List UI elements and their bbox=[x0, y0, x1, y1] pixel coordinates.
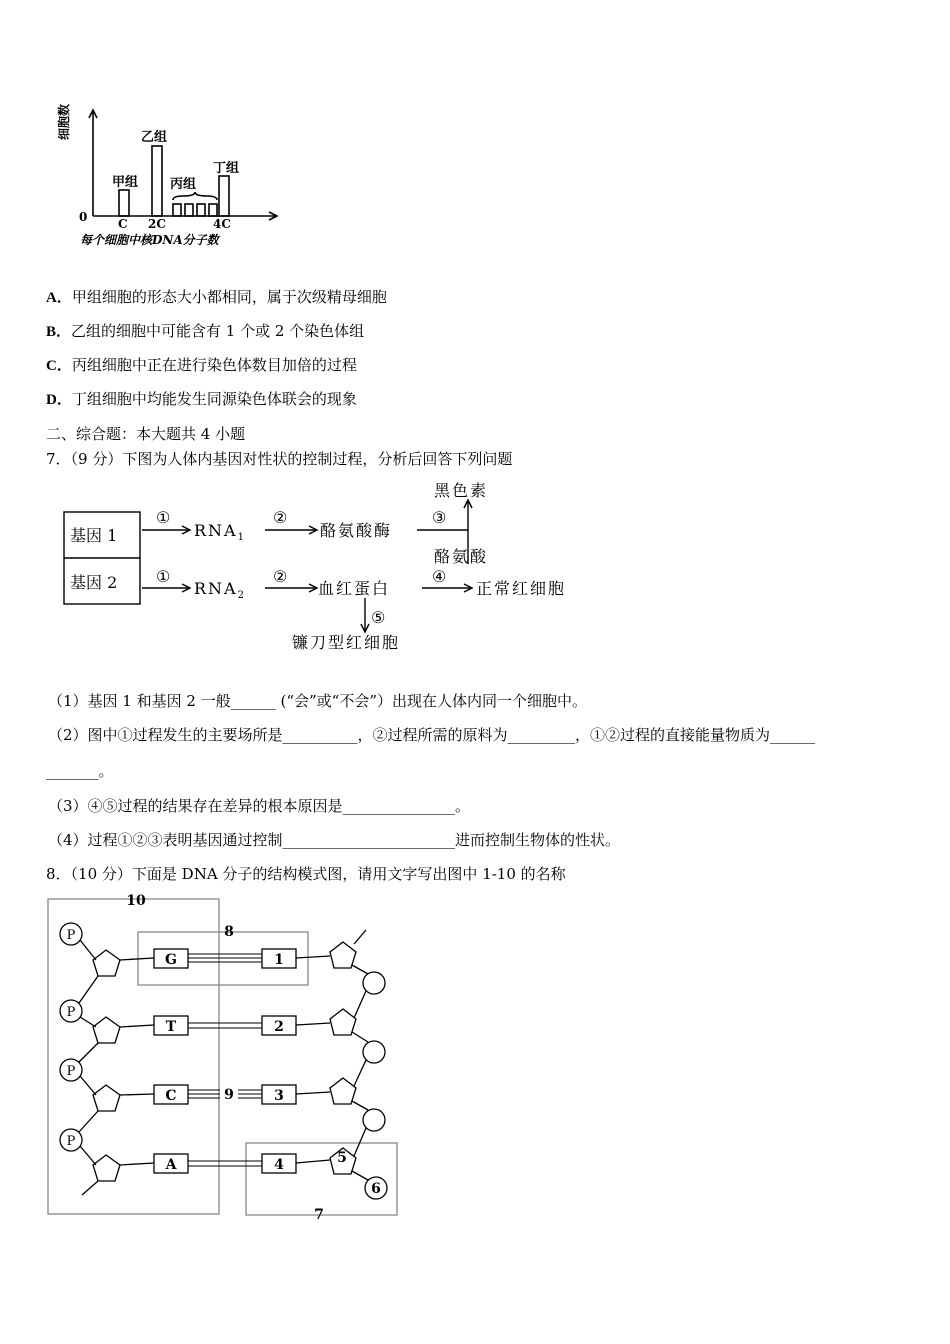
melanin-label: 黑色素 bbox=[434, 481, 489, 500]
q7-sub3: （3）④⑤过程的结果存在差异的根本原因是_______________。 bbox=[48, 797, 471, 815]
bar-jia bbox=[119, 190, 129, 216]
q7-sub4: （4）过程①②③表明基因通过控制_______________________进而控制生物体的性状。 bbox=[48, 831, 621, 849]
y-axis-label: 细胞数 bbox=[57, 103, 71, 140]
num-4: 4 bbox=[274, 1157, 284, 1173]
label-bing: 丙组 bbox=[170, 177, 197, 192]
phosphate-right-1 bbox=[363, 972, 385, 994]
phosphate-right-2 bbox=[363, 1041, 385, 1063]
tick-2c: 2C bbox=[148, 217, 166, 231]
option-b: B．乙组的细胞中可能含有 1 个或 2 个染色体组 bbox=[46, 322, 365, 340]
base-a-label: A bbox=[165, 1157, 177, 1173]
rna1-label: $RNA_1$ bbox=[194, 521, 246, 543]
bar-bing-4 bbox=[209, 204, 217, 216]
base-c-label: C bbox=[165, 1088, 177, 1104]
tyrosine-label: 酪氨酸 bbox=[434, 547, 489, 566]
base-g-label: G bbox=[165, 952, 177, 968]
q7-sub2-cont: _______。 bbox=[46, 762, 114, 780]
section-heading: 二、综合题：本大题共 4 小题 bbox=[46, 425, 246, 443]
enzyme-label: 酪氨酸酶 bbox=[320, 521, 393, 540]
label-yi: 乙组 bbox=[141, 130, 168, 145]
rna2-label: $RNA_2$ bbox=[194, 579, 246, 601]
num-1: 1 bbox=[274, 952, 284, 968]
step-2-label: ② bbox=[273, 508, 288, 527]
deoxyribose-left-3 bbox=[93, 1085, 120, 1111]
gene1-label: 基因 1 bbox=[70, 526, 118, 545]
num-3: 3 bbox=[274, 1088, 284, 1104]
cell-count-chart bbox=[55, 100, 295, 250]
option-c: C．丙组细胞中正在进行染色体数目加倍的过程 bbox=[46, 356, 357, 374]
num-9: 9 bbox=[224, 1087, 234, 1103]
num-2: 2 bbox=[274, 1019, 284, 1035]
deoxyribose-right-3 bbox=[330, 1078, 356, 1104]
phosphate-label-4: P bbox=[66, 1134, 76, 1149]
q7-sub1: （1）基因 1 和基因 2 一般______ (“会”或“不会”）出现在人体内同一个细胞中。 bbox=[48, 692, 587, 710]
bar-ding bbox=[219, 176, 229, 216]
num-5: 5 bbox=[337, 1150, 347, 1166]
phosphate-right-3 bbox=[363, 1109, 385, 1131]
deoxyribose-left-1 bbox=[93, 950, 120, 976]
bar-bing-2 bbox=[185, 204, 193, 216]
num-8: 8 bbox=[224, 924, 234, 940]
origin-label: 0 bbox=[79, 210, 88, 224]
num-10: 10 bbox=[126, 893, 146, 909]
deoxyribose-left-4 bbox=[93, 1155, 120, 1181]
phosphate-label-2: P bbox=[66, 1005, 76, 1020]
tick-c: C bbox=[118, 217, 128, 231]
bar-bing-1 bbox=[173, 204, 181, 216]
label-ding: 丁组 bbox=[213, 161, 240, 176]
bar-bing-3 bbox=[197, 204, 205, 216]
num-6: 6 bbox=[371, 1181, 381, 1197]
step-2-label-row2: ② bbox=[273, 567, 288, 586]
option-d: D．丁组细胞中均能发生同源染色体联会的现象 bbox=[46, 390, 357, 408]
step-5-label: ⑤ bbox=[371, 608, 386, 627]
gene2-label: 基因 2 bbox=[70, 573, 118, 592]
num-7: 7 bbox=[314, 1207, 324, 1223]
step-4-label: ④ bbox=[432, 567, 447, 586]
sickle-rbc-label: 镰刀型红细胞 bbox=[292, 633, 401, 652]
q7-title: 7．（9 分）下图为人体内基因对性状的控制过程，分析后回答下列问题 bbox=[46, 450, 513, 468]
frame-10 bbox=[48, 899, 219, 1214]
phosphate-label-1: P bbox=[66, 928, 76, 943]
label-jia: 甲组 bbox=[112, 175, 139, 190]
bar-yi bbox=[152, 146, 162, 216]
step-3-label: ③ bbox=[432, 508, 447, 527]
phosphate-label-3: P bbox=[66, 1064, 76, 1079]
q7-sub2: （2）图中①过程发生的主要场所是__________，②过程所需的原料为_________，①②过程的直接能量物质为______ bbox=[48, 726, 816, 744]
step-1-label-row2: ① bbox=[156, 567, 171, 586]
q8-title: 8．（10 分）下面是 DNA 分子的结构模式图，请用文字写出图中 1-10 的名称 bbox=[46, 865, 566, 883]
step-1-label: ① bbox=[156, 508, 171, 527]
hemoglobin-label: 血红蛋白 bbox=[318, 579, 391, 598]
tick-4c: 4C bbox=[213, 217, 231, 231]
deoxyribose-right-2 bbox=[330, 1009, 356, 1035]
deoxyribose-left-2 bbox=[93, 1017, 120, 1043]
normal-rbc-label: 正常红细胞 bbox=[476, 579, 567, 598]
option-a: A．甲组细胞的形态大小都相同，属于次级精母细胞 bbox=[46, 288, 387, 306]
deoxyribose-right-1 bbox=[330, 942, 356, 968]
gene-control-diagram bbox=[60, 478, 620, 658]
dna-structure-diagram bbox=[40, 890, 420, 1230]
x-axis-label: 每个细胞中核DNA分子数 bbox=[80, 233, 219, 247]
base-t-label: T bbox=[165, 1019, 177, 1035]
bing-brace bbox=[173, 192, 217, 200]
